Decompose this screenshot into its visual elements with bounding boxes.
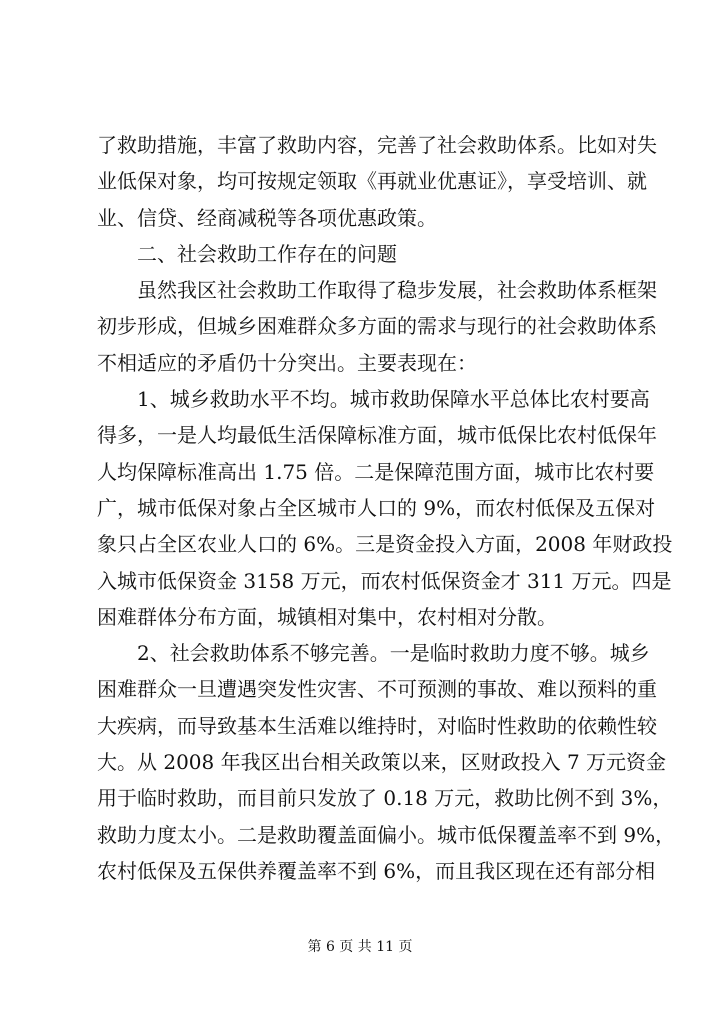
paragraph-point-1 [97,381,673,635]
paragraph-overview [97,272,657,381]
text-line: 了救助措施，丰富了救助内容，完善了社会救助体系。比如对失 [97,133,657,157]
text-line: 大。从 2008 年我区出台相关政策以来，区财政投入 7 万元资金 [97,750,667,775]
text-line: 困难群体分布方面，城镇相对集中，农村相对分散。 [97,604,557,629]
section-heading [97,236,633,272]
text-line: 不相适应的矛盾仍十分突出。主要表现在： [97,350,477,375]
text-line: 人均保障标准高出 1.75 倍。二是保障范围方面，城市比农村要 [97,459,655,484]
text-line: 农村低保及五保供养覆盖率不到 6%，而且我区现在还有部分相 [97,858,656,883]
text-line: 1、城乡救助水平不均。城市救助保障水平总体比农村要高 [137,387,650,412]
text-line: 业、信贷、经商减税等各项优惠政策。 [97,205,437,230]
text-line: 大疾病，而导致基本生活难以维持时，对临时性救助的依赖性较 [97,713,657,738]
document-body [97,127,676,889]
text-line: 广，城市低保对象占全区城市人口的 9%，而农村低保及五保对 [97,495,656,520]
text-line: 象只占全区农业人口的 6%。三是资金投入方面，2008 年财政投 [97,532,673,557]
section-heading-text: 二、社会救助工作存在的问题 [137,241,397,266]
text-line: 救助力度太小。二是救助覆盖面偏小。城市低保覆盖率不到 9%， [97,822,676,847]
text-line: 业低保对象，均可按规定领取《再就业优惠证》，享受培训、就 [97,169,647,194]
text-line: 得多，一是人均最低生活保障标准方面，城市低保比农村低保年 [97,423,657,448]
text-line: 入城市低保资金 3158 万元，而农村低保资金才 311 万元。四是 [97,568,672,593]
text-line: 2、社会救助体系不够完善。一是临时救助力度不够。城乡 [137,641,650,666]
page-number-footer: 第 6 页 共 11 页 [307,939,413,955]
text-line: 初步形成，但城乡困难群众多方面的需求与现行的社会救助体系 [97,314,657,339]
text-line: 用于临时救助，而目前只发放了 0.18 万元，救助比例不到 3%， [97,786,673,811]
text-line: 困难群众一旦遭遇突发性灾害、不可预测的事故、难以预料的重 [97,677,657,702]
text-line: 虽然我区社会救助工作取得了稳步发展，社会救助体系框架 [137,278,657,303]
paragraph-point-2 [97,635,676,889]
paragraph-intro-continuation [97,127,657,236]
